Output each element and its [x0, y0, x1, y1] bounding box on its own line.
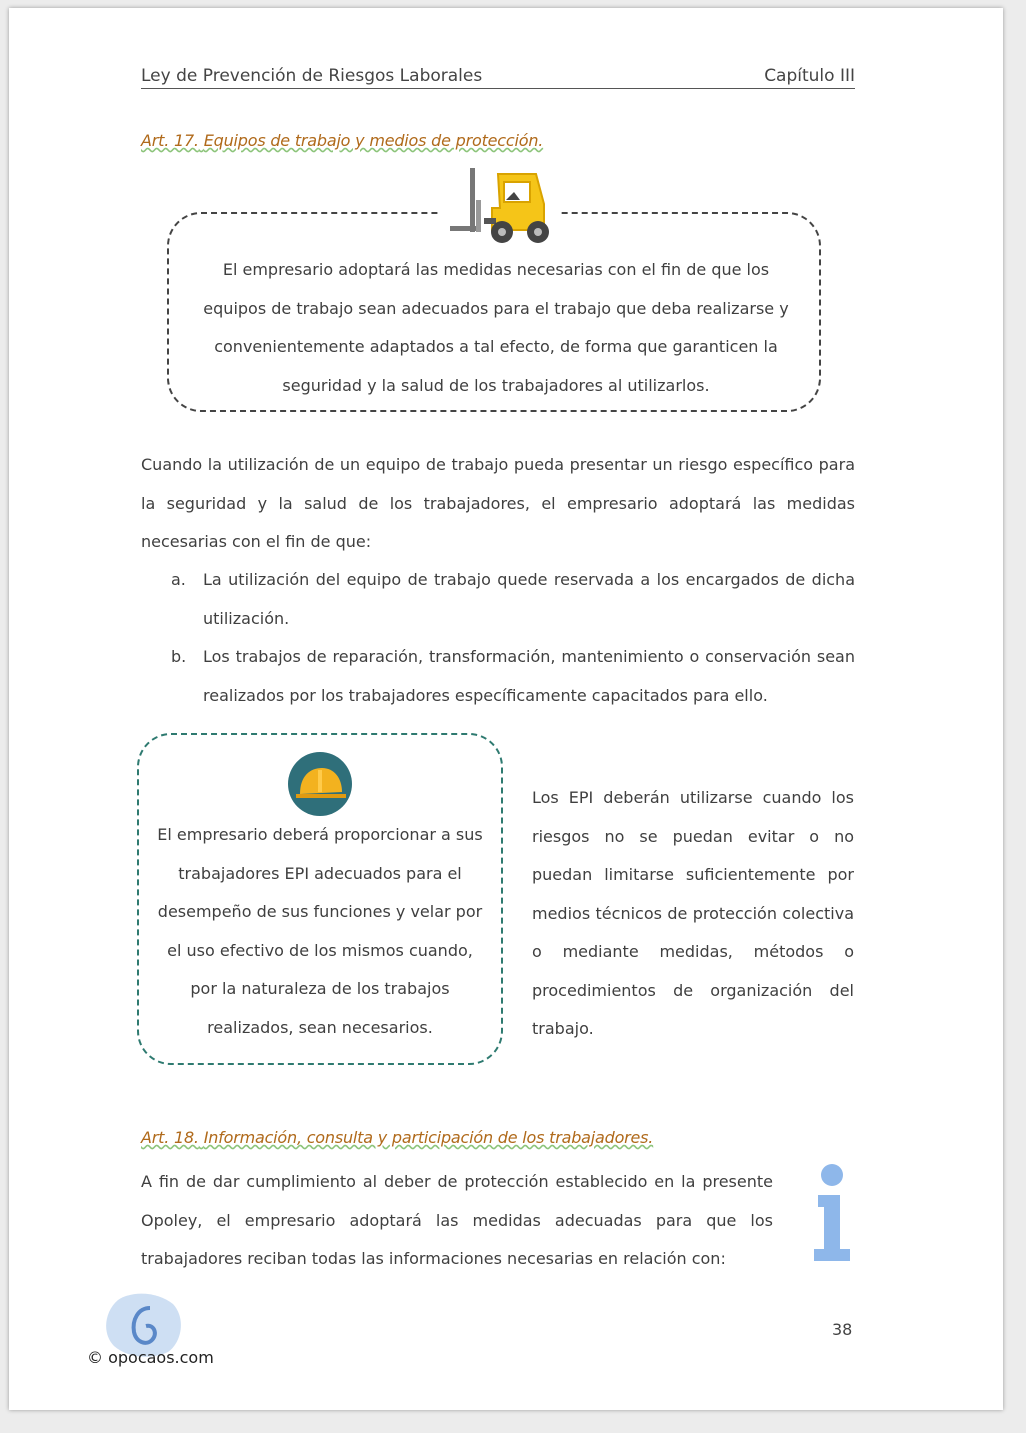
page-number: 38: [832, 1320, 853, 1339]
art17-number: Art. 17.: [141, 131, 199, 150]
forklift-icon: [440, 160, 558, 246]
info-icon: [810, 1163, 854, 1263]
list-text: La utilización del equipo de trabajo quede reservada a los encargados de dicha utilización.: [203, 570, 855, 628]
art17-paragraph: Cuando la utilización de un equipo de trabajo pueda presentar un riesgo específico para la seguridad y la salud de los trabajadores, el empresario adoptará las medidas necesarias con el fin de que:: [141, 455, 855, 551]
header-title: Ley de Prevención de Riesgos Laborales: [141, 66, 483, 86]
art18-heading: [141, 1128, 653, 1147]
art18-paragraph: A fin de dar cumplimiento al deber de protección establecido en la presente Opoley, el empresario adoptará las medidas adecuadas para que los trabajadores reciban todas las informaciones necesarias en relación con:: [141, 1172, 773, 1268]
art17-quote-text: El empresario adoptará las medidas necesarias con el fin de que los equipos de trabajo sean adecuados para el trabajo que deba realizarse y convenientemente adaptados a tal efecto, de forma que garanticen la seguridad y la salud de los trabajadores al utilizarlos.: [203, 260, 789, 395]
header-chapter: Capítulo III: [764, 66, 855, 86]
epi-box-text: El empresario deberá proporcionar a sus trabajadores EPI adecuados para el desempeño de sus funciones y velar por el uso efectivo de los mismos cuando, por la naturaleza de los trabajos realizados, sean necesarios.: [157, 825, 483, 1037]
list-letter: b.: [171, 647, 187, 666]
art18-number: Art. 18.: [141, 1128, 199, 1147]
page-header: [141, 66, 855, 89]
list-text: Los trabajos de reparación, transformación, mantenimiento o conservación sean realizados por los trabajadores específicamente capacitados para ello.: [203, 647, 855, 705]
logo-text: © opocaos.com: [87, 1348, 214, 1367]
list-letter: a.: [171, 570, 186, 589]
art17-heading: [141, 131, 543, 150]
art17-title: Equipos de trabajo y medios de protección.: [203, 131, 544, 150]
helmet-icon: [288, 752, 352, 816]
art18-title: Información, consulta y participación de los trabajadores.: [203, 1128, 654, 1147]
epi-side-text: Los EPI deberán utilizarse cuando los riesgos no se puedan evitar o no puedan limitarse suficientemente por medios técnicos de protección colectiva o mediante medidas, métodos o procedimientos de organización del trabajo.: [532, 788, 854, 1038]
